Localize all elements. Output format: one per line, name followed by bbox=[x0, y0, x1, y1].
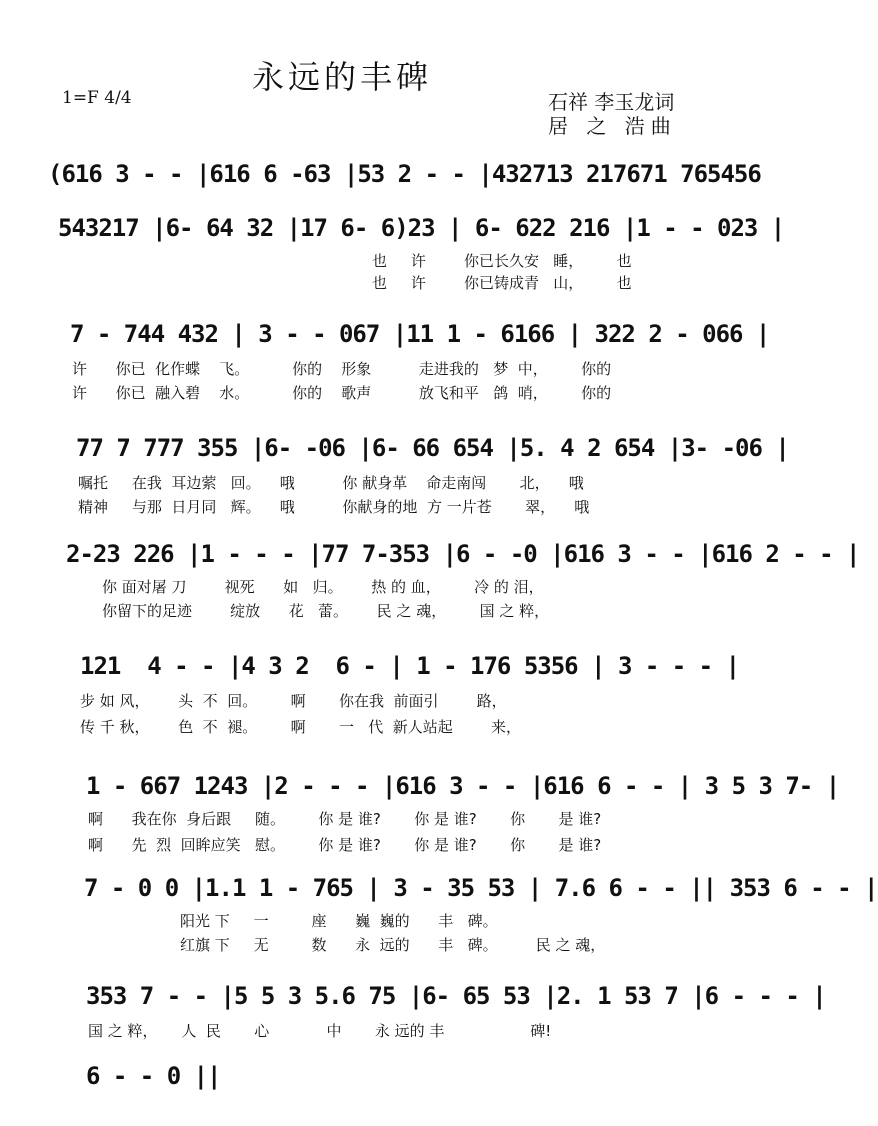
notation-line: 6 - - 0 || bbox=[86, 1062, 221, 1090]
lyric-verse-2: 精神 与那 日月同 辉。 哦 你献身的地 方 一片苍 翠， 哦 bbox=[78, 498, 590, 516]
lyric-verse-1: 你 面对屠 刀 视死 如 归。 热 的 血， 冷 的 泪， bbox=[102, 578, 544, 596]
notation-line: 121 4 - - |4 3 2 6 - | 1 - 176 5356 | 3 - - - | bbox=[80, 652, 740, 680]
notation-line: 7 - 0 0 |1.1 1 - 765 | 3 - 35 53 | 7.6 6 - - || 353 6 - - | bbox=[84, 874, 878, 902]
lyric-verse-2: 你留下的足迹 绽放 花 蕾。 民 之 魂， 国 之 粹， bbox=[102, 602, 550, 620]
notation-line: 77 7 777 355 |6- -06 |6- 66 654 |5. 4 2 654 |3- -06 | bbox=[76, 434, 789, 462]
page-title: 永远的丰碑 bbox=[252, 58, 433, 96]
lyric-verse-1: 啊 我在你 身后跟 随。 你 是 谁? 你 是 谁? 你 是 谁? bbox=[88, 810, 602, 828]
notation-line: 7 - 744 432 | 3 - - 067 |11 1 - 6166 | 322 2 - 066 | bbox=[70, 320, 770, 348]
lyric-verse-1: 国 之 粹， 人 民 心 中 永 远的 丰 碑! bbox=[88, 1022, 552, 1040]
lyric-verse-1: 阳光 下 一 座 巍 巍的 丰 碑。 bbox=[180, 912, 498, 930]
lyric-verse-2: 啊 先 烈 回眸应笑 慰。 你 是 谁? 你 是 谁? 你 是 谁? bbox=[88, 836, 602, 854]
lyric-verse-1: 步 如 风， 头 不 回。 啊 你在我 前面引 路， bbox=[80, 692, 507, 710]
notation-line: 543217 |6- 64 32 |17 6- 6)23 | 6- 622 216 |1 - - 023 | bbox=[58, 214, 785, 242]
key-signature: 1=F 4/4 bbox=[62, 88, 132, 108]
notation-line: (616 3 - - |616 6 -63 |53 2 - - |432713 217671 765456 bbox=[48, 160, 761, 188]
lyricist-credit: 石祥 李玉龙词 bbox=[548, 90, 675, 114]
composer-credit: 居 之 浩曲 bbox=[548, 114, 677, 138]
notation-line: 1 - 667 1243 |2 - - - |616 3 - - |616 6 - - | 3 5 3 7- | bbox=[86, 772, 840, 800]
lyric-verse-2: 也 许 你已铸成青 山， 也 bbox=[372, 274, 632, 292]
lyric-verse-2: 许 你已 融入碧 水。 你的 歌声 放飞和平 鸽 哨， 你的 bbox=[72, 384, 612, 402]
lyric-verse-2: 红旗 下 无 数 永 远的 丰 碑。 民 之 魂， bbox=[180, 936, 606, 954]
lyric-verse-1: 嘱托 在我 耳边萦 回。 哦 你 献身革 命走南闯 北， 哦 bbox=[78, 474, 584, 492]
lyric-verse-2: 传 千 秋， 色 不 褪。 啊 一 代 新人站起 来， bbox=[80, 718, 521, 736]
notation-line: 353 7 - - |5 5 3 5.6 75 |6- 65 53 |2. 1 53 7 |6 - - - | bbox=[86, 982, 826, 1010]
lyric-verse-1: 许 你已 化作蝶 飞。 你的 形象 走进我的 梦 中， 你的 bbox=[72, 360, 612, 378]
lyric-verse-1: 也 许 你已长久安 睡， 也 bbox=[372, 252, 632, 270]
notation-line: 2-23 226 |1 - - - |77 7-353 |6 - -0 |616 3 - - |616 2 - - | bbox=[66, 540, 860, 568]
